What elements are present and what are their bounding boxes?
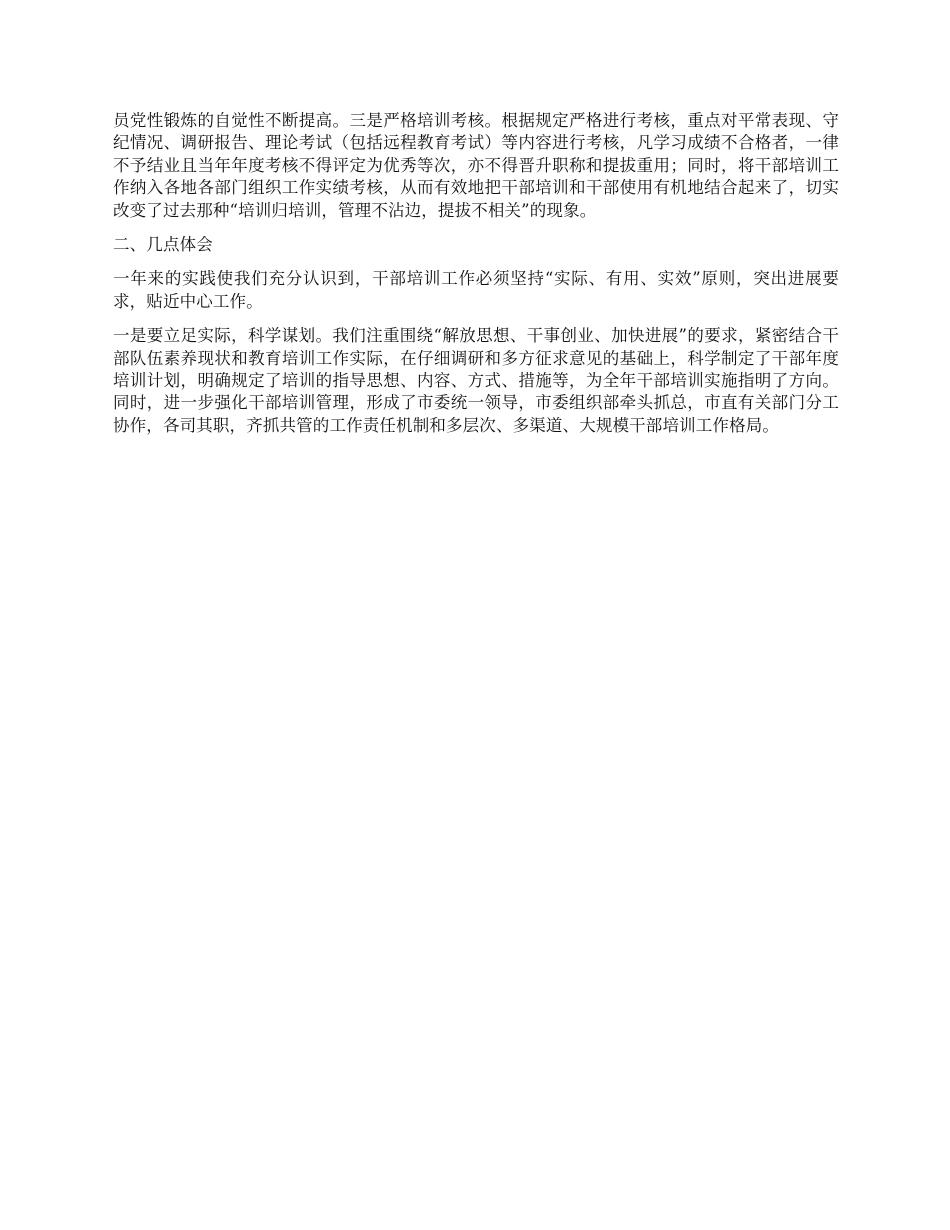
paragraph-scientific-planning: 一是要立足实际，科学谋划。我们注重围绕“解放思想、干事创业、加快进展”的要求，紧密结合干部队伍素养现状和教育培训工作实际，在仔细调研和多方征求意见的基础上，科学制定了干部年度培训计划，明确规定了培训的指导思想、内容、方式、措施等，为全年干部培训实施指明了方向。同时，进一步强化干部培训管理，形成了市委统一领导，市委组织部牵头抓总，市直有关部门分工协作，各司其职，齐抓共管的工作责任机制和多层次、多渠道、大规模干部培训工作格局。 bbox=[113, 326, 839, 435]
paragraph-training-assessment: 员党性锻炼的自觉性不断提高。三是严格培训考核。根据规定严格进行考核，重点对平常表现、守纪情况、调研报告、理论考试（包括远程教育考试）等内容进行考核，凡学习成绩不合格者，一律不予结业且当年年度考核不得评定为优秀等次，亦不得晋升职称和提拔重用；同时，将干部培训工作纳入各地各部门组织工作实绩考核，从而有效地把干部培训和干部使用有机地结合起来了，切实改变了过去那种“培训归培训，管理不沾边，提拔不相关”的现象。 bbox=[113, 111, 839, 220]
section-heading: 二、几点体会 bbox=[113, 235, 213, 255]
paragraph-experience-intro: 一年来的实践使我们充分认识到，干部培训工作必须坚持“实际、有用、实效”原则，突出进展要求，贴近中心工作。 bbox=[113, 269, 839, 311]
document-page bbox=[113, 110, 839, 449]
